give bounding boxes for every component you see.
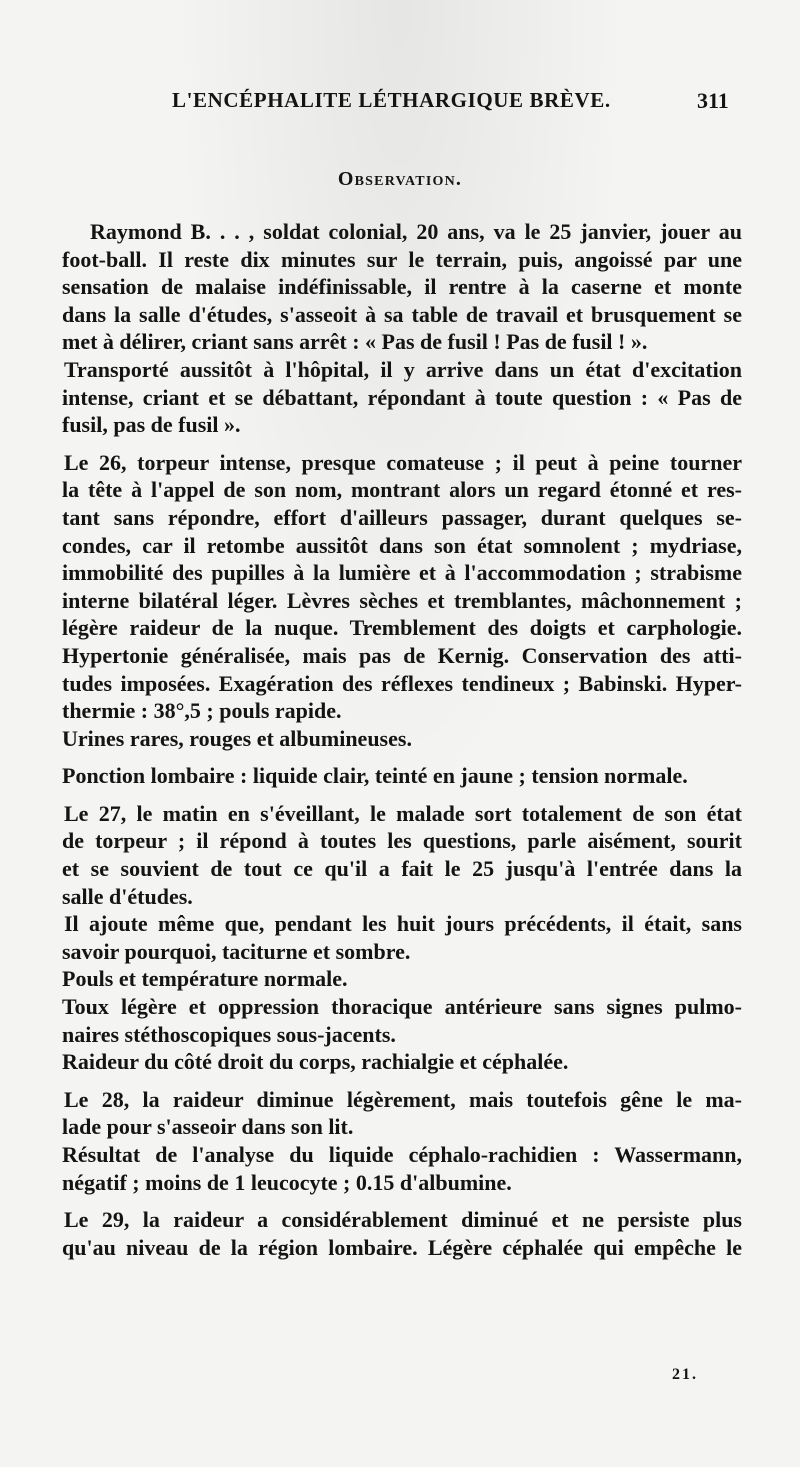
paragraph xyxy=(62,1141,742,1196)
text-line: tudes imposées. Exagération des réflexes tendineux ; Babinski. Hyper- xyxy=(62,670,742,696)
text-line: la tête à l'appel de son nom, montrant alors un regard étonné et res- xyxy=(62,477,742,503)
text-line: intense, criant et se débattant, répondant à toute question : « Pas de xyxy=(62,384,742,410)
text-line: Résultat de l'analyse du liquide céphalo-rachidien : Wassermann, xyxy=(62,1142,742,1167)
paragraph xyxy=(62,762,742,790)
text-line: naires stéthoscopiques sous-jacents. xyxy=(62,1021,396,1047)
text-line: fusil, pas de fusil ». xyxy=(62,412,241,438)
text-line: sensation de malaise indéfinissable, il rentre à la caserne et monte xyxy=(62,274,742,300)
text-line: tant sans répondre, effort d'ailleurs passager, durant quelques se- xyxy=(62,504,742,530)
text-line: condes, car il retombe aussitôt dans son état somnolent ; mydriase, xyxy=(62,532,742,558)
text-line: lade pour s'asseoir dans son lit. xyxy=(62,1114,354,1140)
paragraph xyxy=(62,800,742,910)
text-line: foot-ball. Il reste dix minutes sur le terrain, puis, angoissé par une xyxy=(62,246,742,272)
text-line: met à délirer, criant sans arrêt : « Pas de fusil ! Pas de fusil ! ». xyxy=(62,329,648,355)
text-line: légère raideur de la nuque. Tremblement des doigts et carphologie. xyxy=(62,615,742,641)
text-line: qu'au niveau de la région lombaire. Légère céphalée qui empêche le xyxy=(62,1234,742,1260)
text-line: Ponction lombaire : liquide clair, teinté en jaune ; tension normale. xyxy=(62,763,688,789)
paragraph xyxy=(62,993,742,1048)
text-line: immobilité des pupilles à la lumière et à l'accommodation ; strabisme xyxy=(62,560,742,586)
text-line: dans la salle d'études, s'asseoit à sa table de travail et brusquement se xyxy=(62,301,742,327)
text-line: Urines rares, rouges et albumineuses. xyxy=(62,725,412,751)
text-line: savoir pourquoi, taciturne et sombre. xyxy=(62,938,411,964)
text-line: interne bilatéral léger. Lèvres sèches et tremblantes, mâchonnement ; xyxy=(62,587,742,613)
paragraph xyxy=(62,965,742,993)
text-line: Toux légère et oppression thoracique antérieure sans signes pulmo- xyxy=(62,994,742,1020)
text-line: Le 28, la raideur diminue légèrement, mais toutefois gêne le ma- xyxy=(64,1086,742,1112)
paragraph xyxy=(62,910,742,965)
text-line: Raymond B. . . , soldat colonial, 20 ans, va le 25 janvier, jouer au xyxy=(90,219,742,244)
text-line: Raideur du côté droit du corps, rachialgie et céphalée. xyxy=(62,1049,569,1075)
paragraph xyxy=(62,725,742,753)
text-line: thermie : 38°,5 ; pouls rapide. xyxy=(62,698,342,724)
text-line: Le 29, la raideur a considérablement diminué et ne persiste plus xyxy=(64,1207,742,1233)
page-number: 311 xyxy=(697,88,729,113)
text-line: Il ajoute même que, pendant les huit jours précédents, il était, sans xyxy=(64,911,742,937)
text-line: et se souvient de tout ce qu'il a fait le 25 jusqu'à l'entrée dans la xyxy=(62,856,742,882)
text-line: de torpeur ; il répond à toutes les questions, parle aisément, sourit xyxy=(62,828,742,854)
text-line: négatif ; moins de 1 leucocyte ; 0.15 d'albumine. xyxy=(62,1169,512,1195)
section-title: Observation. xyxy=(337,168,463,190)
text-line: Hypertonie généralisée, mais pas de Kernig. Conservation des atti- xyxy=(62,642,742,668)
paragraph xyxy=(62,1086,742,1141)
body-text xyxy=(62,218,742,1261)
running-title: L'ENCÉPHALITE LÉTHARGIQUE BRÈVE. xyxy=(172,88,611,112)
page-header xyxy=(0,84,800,124)
text-line: Le 27, le matin en s'éveillant, le malade sort totalement de son état xyxy=(64,800,742,826)
text-line: Le 26, torpeur intense, presque comateuse ; il peut à peine tourner xyxy=(64,449,742,475)
paragraph xyxy=(62,1048,742,1076)
paragraph xyxy=(62,449,742,725)
paragraph xyxy=(62,218,742,356)
paragraph xyxy=(62,1206,742,1261)
text-line: Transporté aussitôt à l'hôpital, il y arrive dans un état d'excitation xyxy=(64,356,742,382)
text-line: salle d'études. xyxy=(62,883,193,909)
text-line: Pouls et température normale. xyxy=(62,966,348,992)
paragraph xyxy=(62,356,742,439)
signature-mark: 21. xyxy=(672,1366,698,1383)
